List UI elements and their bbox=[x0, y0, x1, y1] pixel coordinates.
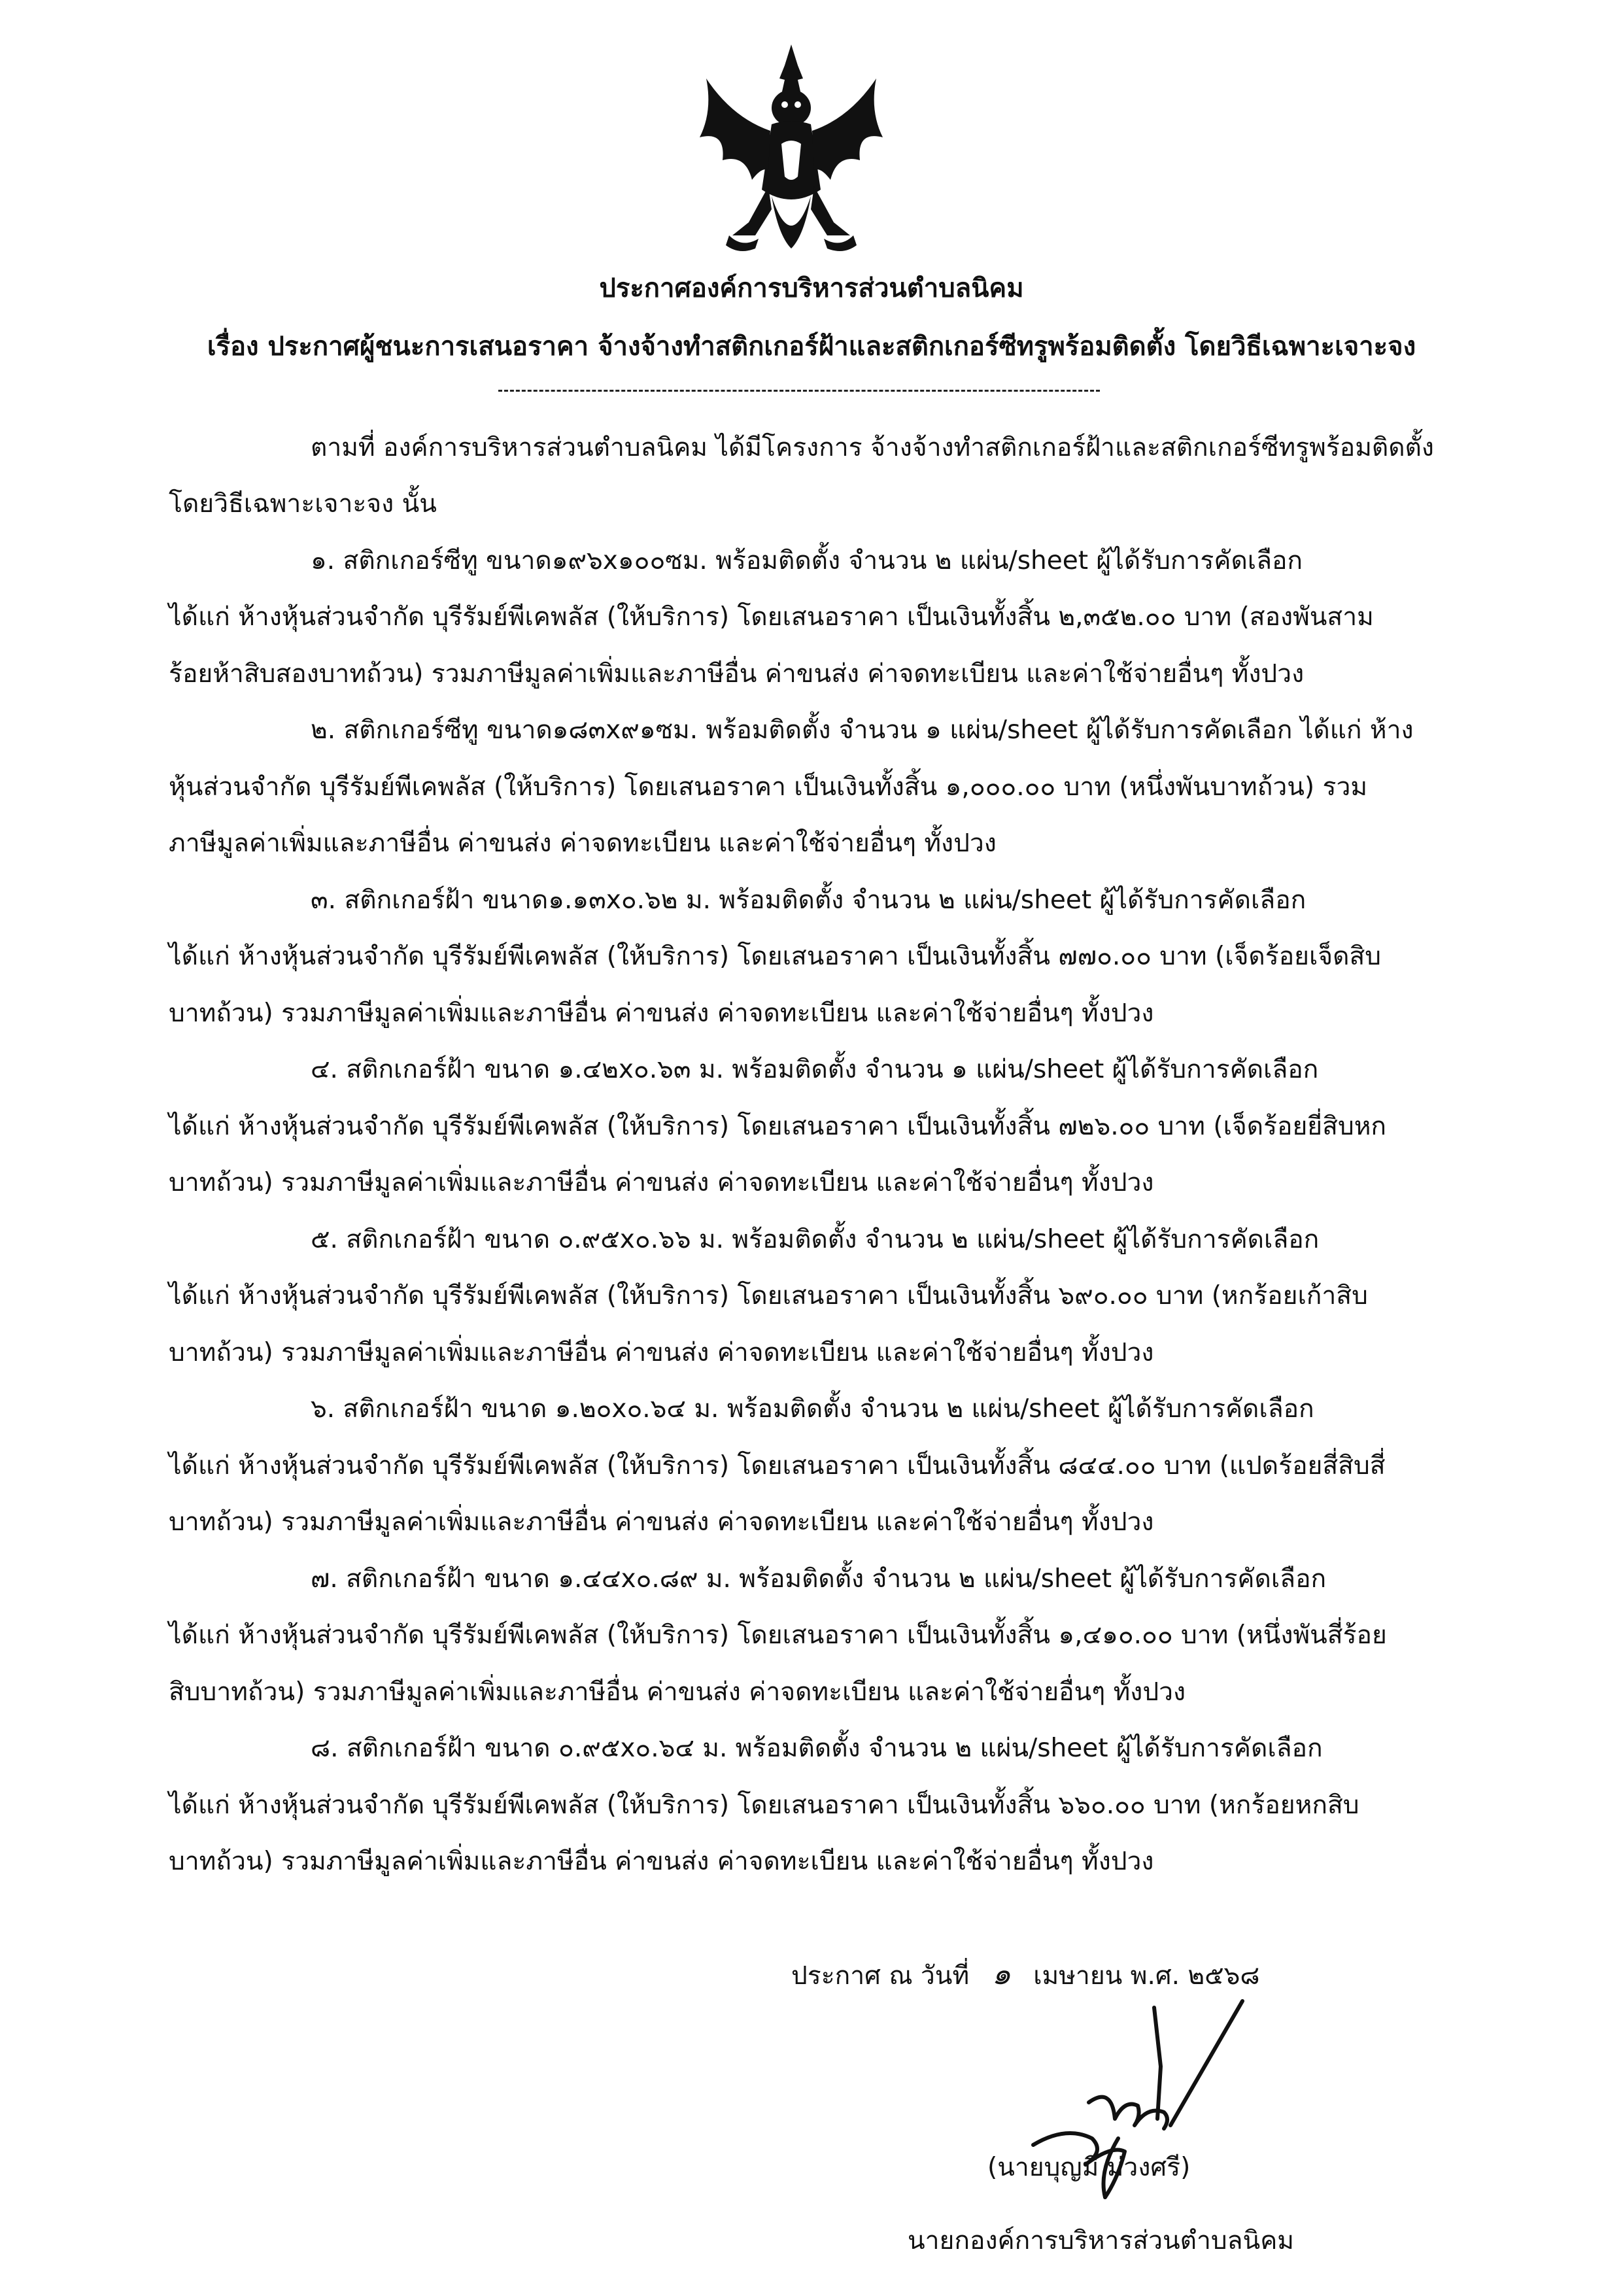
item-6-line: ๖. สติกเกอร์ฝ้า ขนาด ๑.๒๐x๐.๖๔ ม. พร้อมติดตั้ง จำนวน ๒ แผ่น/sheet ผู้ได้รับการคัดเลือก bbox=[311, 1394, 1314, 1424]
item-6-line: บาทถ้วน) รวมภาษีมูลค่าเพิ่มและภาษีอื่น ค่าขนส่ง ค่าจดทะเบียน และค่าใช้จ่ายอื่นๆ ทั้งปวง bbox=[169, 1507, 1154, 1537]
item-8-line: ๘. สติกเกอร์ฝ้า ขนาด ๐.๙๕x๐.๖๔ ม. พร้อมติดตั้ง จำนวน ๒ แผ่น/sheet ผู้ได้รับการคัดเลือก bbox=[311, 1734, 1323, 1763]
announce-day: ๑ bbox=[991, 1956, 1011, 1991]
announce-month-year: เมษายน พ.ศ. ๒๕๖๘ bbox=[1033, 1961, 1260, 1991]
item-1-line: ๑. สติกเกอร์ซีทู ขนาด๑๙๖x๑๐๐ซม. พร้อมติดตั้ง จำนวน ๒ แผ่น/sheet ผู้ได้รับการคัดเลือก bbox=[311, 546, 1303, 575]
document-subject: เรื่อง ประกาศผู้ชนะการเสนอราคา จ้างจ้างทำสติกเกอร์ฝ้าและสติกเกอร์ซีทรูพร้อมติดตั้ง โดยวิธีเฉพาะเจาะจง bbox=[207, 332, 1416, 362]
item-5-line: ได้แก่ ห้างหุ้นส่วนจำกัด บุรีรัมย์พีเคพลัส (ให้บริการ) โดยเสนอราคา เป็นเงินทั้งสิ้น ๖๙๐.๐๐ บาท (หกร้อยเก้าสิบ bbox=[169, 1281, 1368, 1311]
item-7-line: ได้แก่ ห้างหุ้นส่วนจำกัด บุรีรัมย์พีเคพลัส (ให้บริการ) โดยเสนอราคา เป็นเงินทั้งสิ้น ๑,๔๑๐.๐๐ บาท (หนึ่งพันสี่ร้อย bbox=[169, 1620, 1387, 1650]
item-4-line: บาทถ้วน) รวมภาษีมูลค่าเพิ่มและภาษีอื่น ค่าขนส่ง ค่าจดทะเบียน และค่าใช้จ่ายอื่นๆ ทั้งปวง bbox=[169, 1168, 1154, 1197]
item-3-line: บาทถ้วน) รวมภาษีมูลค่าเพิ่มและภาษีอื่น ค่าขนส่ง ค่าจดทะเบียน และค่าใช้จ่ายอื่นๆ ทั้งปวง bbox=[169, 999, 1154, 1028]
item-7-line: สิบบาทถ้วน) รวมภาษีมูลค่าเพิ่มและภาษีอื่น ค่าขนส่ง ค่าจดทะเบียน และค่าใช้จ่ายอื่นๆ ทั้งปวง bbox=[169, 1677, 1186, 1707]
item-2-line: หุ้นส่วนจำกัด บุรีรัมย์พีเคพลัส (ให้บริการ) โดยเสนอราคา เป็นเงินทั้งสิ้น ๑,๐๐๐.๐๐ บาท (หนึ่งพันบาทถ้วน) รวม bbox=[169, 772, 1368, 802]
item-2-line: ๒. สติกเกอร์ซีทู ขนาด๑๘๓x๙๑ซม. พร้อมติดตั้ง จำนวน ๑ แผ่น/sheet ผู้ได้รับการคัดเลือก ได้แก่ ห้าง bbox=[311, 715, 1414, 745]
separator-rule bbox=[498, 390, 1100, 392]
item-6-line: ได้แก่ ห้างหุ้นส่วนจำกัด บุรีรัมย์พีเคพลัส (ให้บริการ) โดยเสนอราคา เป็นเงินทั้งสิ้น ๘๔๔.๐๐ บาท (แปดร้อยสี่สิบสี่ bbox=[169, 1451, 1386, 1481]
item-3-line: ได้แก่ ห้างหุ้นส่วนจำกัด บุรีรัมย์พีเคพลัส (ให้บริการ) โดยเสนอราคา เป็นเงินทั้งสิ้น ๗๗๐.๐๐ บาท (เจ็ดร้อยเจ็ดสิบ bbox=[169, 942, 1382, 971]
item-3-line: ๓. สติกเกอร์ฝ้า ขนาด๑.๑๓x๐.๖๒ ม. พร้อมติดตั้ง จำนวน ๒ แผ่น/sheet ผู้ได้รับการคัดเลือก bbox=[311, 885, 1307, 915]
item-4-line: ๔. สติกเกอร์ฝ้า ขนาด ๑.๔๒x๐.๖๓ ม. พร้อมติดตั้ง จำนวน ๑ แผ่น/sheet ผู้ได้รับการคัดเลือก bbox=[311, 1055, 1319, 1084]
item-4-line: ได้แก่ ห้างหุ้นส่วนจำกัด บุรีรัมย์พีเคพลัส (ให้บริการ) โดยเสนอราคา เป็นเงินทั้งสิ้น ๗๒๖.๐๐ บาท (เจ็ดร้อยยี่สิบหก bbox=[169, 1112, 1387, 1141]
intro-line: ตามที่ องค์การบริหารส่วนตำบลนิคม ได้มีโครงการ จ้างจ้างทำสติกเกอร์ฝ้าและสติกเกอร์ซีทรูพร้อมติดตั้ง bbox=[311, 433, 1434, 462]
announce-prefix: ประกาศ ณ วันที่ bbox=[791, 1961, 970, 1991]
item-1-line: ร้อยห้าสิบสองบาทถ้วน) รวมภาษีมูลค่าเพิ่มและภาษีอื่น ค่าขนส่ง ค่าจดทะเบียน และค่าใช้จ่ายอื่นๆ ทั้งปวง bbox=[169, 659, 1305, 689]
intro-line: โดยวิธีเฉพาะเจาะจง นั้น bbox=[169, 489, 437, 519]
item-5-line: บาทถ้วน) รวมภาษีมูลค่าเพิ่มและภาษีอื่น ค่าขนส่ง ค่าจดทะเบียน และค่าใช้จ่ายอื่นๆ ทั้งปวง bbox=[169, 1338, 1154, 1367]
item-5-line: ๕. สติกเกอร์ฝ้า ขนาด ๐.๙๕x๐.๖๖ ม. พร้อมติดตั้ง จำนวน ๒ แผ่น/sheet ผู้ได้รับการคัดเลือก bbox=[311, 1225, 1320, 1254]
item-2-line: ภาษีมูลค่าเพิ่มและภาษีอื่น ค่าขนส่ง ค่าจดทะเบียน และค่าใช้จ่ายอื่นๆ ทั้งปวง bbox=[169, 829, 997, 858]
signatory-position: นายกองค์การบริหารส่วนตำบลนิคม bbox=[908, 2226, 1294, 2255]
garuda-emblem-icon bbox=[693, 39, 889, 275]
item-1-line: ได้แก่ ห้างหุ้นส่วนจำกัด บุรีรัมย์พีเคพลัส (ให้บริการ) โดยเสนอราคา เป็นเงินทั้งสิ้น ๒,๓๕๒.๐๐ บาท (สองพันสาม bbox=[169, 602, 1374, 632]
item-8-line: บาทถ้วน) รวมภาษีมูลค่าเพิ่มและภาษีอื่น ค่าขนส่ง ค่าจดทะเบียน และค่าใช้จ่ายอื่นๆ ทั้งปวง bbox=[169, 1847, 1154, 1876]
document-title: ประกาศองค์การบริหารส่วนตำบลนิคม bbox=[599, 273, 1024, 303]
item-8-line: ได้แก่ ห้างหุ้นส่วนจำกัด บุรีรัมย์พีเคพลัส (ให้บริการ) โดยเสนอราคา เป็นเงินทั้งสิ้น ๖๖๐.๐๐ บาท (หกร้อยหกสิบ bbox=[169, 1791, 1359, 1820]
item-7-line: ๗. สติกเกอร์ฝ้า ขนาด ๑.๔๔x๐.๘๙ ม. พร้อมติดตั้ง จำนวน ๒ แผ่น/sheet ผู้ได้รับการคัดเลือก bbox=[311, 1564, 1327, 1594]
signatory-name: (นายบุญมี ม่วงศรี) bbox=[987, 2153, 1191, 2182]
